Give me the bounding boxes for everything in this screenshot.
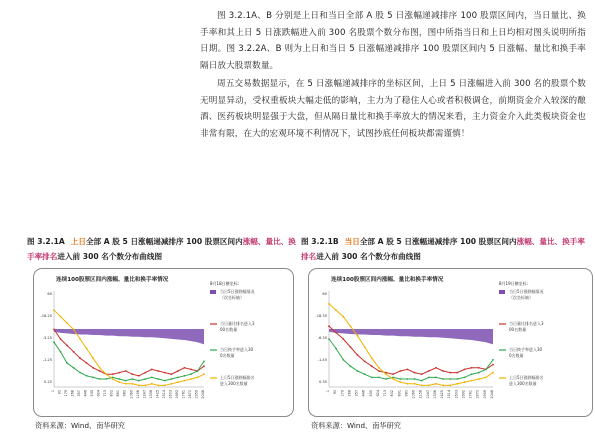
chart-a-point (73, 329, 75, 331)
chart-b-point (364, 373, 366, 375)
figure-b-chart-svg (309, 269, 592, 416)
chart-a-point (184, 375, 186, 377)
chart-a-series-area (54, 329, 204, 344)
chart-b-x-tick-label: 1781 (468, 389, 473, 399)
figure-b-caption (301, 234, 591, 264)
chart-b-point (414, 372, 416, 374)
chart-b-x-tick-label: 1603 (454, 389, 459, 399)
chart-a-point (118, 378, 120, 380)
chart-b-point (435, 383, 437, 385)
chart-b-point (328, 338, 330, 340)
chart-a-x-tick-label: 90 (57, 389, 62, 395)
chart-b-x-tick-label: 1514 (447, 389, 452, 399)
chart-b-point (428, 370, 430, 372)
chart-b-point (342, 359, 344, 361)
chart-a-point (157, 378, 159, 380)
chart-a-point (177, 381, 179, 383)
chart-a-point (131, 378, 133, 380)
chart-a-point (184, 380, 186, 382)
chart-a-point (66, 322, 68, 324)
chart-a-x-tick-label: 1959 (194, 390, 199, 399)
chart-b-x-tick-label: 2048 (490, 390, 494, 399)
chart-b-point (335, 348, 337, 350)
chart-b-x-tick-label: 1425 (440, 390, 445, 399)
chart-a-point (92, 367, 94, 369)
chart-a-point (118, 381, 120, 383)
chart-b-point (385, 373, 387, 375)
chart-b-point (392, 378, 394, 380)
chart-a-point (151, 383, 153, 385)
chart-a-x-tick-label: 1603 (168, 390, 173, 399)
chart-a-point (53, 309, 55, 311)
chart-a-point (125, 370, 127, 372)
chart-b-point (371, 377, 373, 379)
chart-b-point (357, 370, 359, 372)
chart-a-point (171, 378, 173, 380)
chart-a-point (73, 351, 75, 353)
chart-b-series-line-3 (329, 304, 493, 386)
chart-b-legend-label: 0名数量 (509, 353, 524, 358)
chart-b-point (442, 378, 444, 380)
chart-b-x-tick-label: 1692 (461, 390, 466, 399)
chart-b-x-tick-label: 90 (333, 389, 338, 395)
figure-b-caption-tail: 进入前 300 名个数分布曲线图 (316, 252, 421, 261)
body-paragraph-1: 图 3.2.1A、B 分别是上日和当日全部 A 股 5 日涨幅递减排序 100 股票区间内，当日量比、换手率和其上日 5 日涨跌幅进入前 300 名股票个数分布图，图中所指当日和上日均相对图头说明所指日期。图 3.2.2A、B 则为上日和当日 5 日涨幅递减排序 100 股票区间内 5 日涨幅、量比和换手率隔日放大股票数量。 (200, 11, 586, 71)
chart-a-point (112, 378, 114, 380)
chart-a-point (144, 372, 146, 374)
figure-a-chart-svg (34, 269, 293, 416)
chart-a-point (99, 370, 101, 372)
chart-a-x-tick-label: 802 (109, 390, 114, 397)
chart-b-point (350, 365, 352, 367)
chart-b-point (456, 383, 458, 385)
chart-b-x-tick-label: 1 (326, 390, 330, 393)
chart-a-x-tick-label: 1069 (129, 390, 134, 399)
figure-a-caption-tail: 进入前 300 名个数分布曲线图 (57, 252, 163, 261)
chart-a-point (144, 385, 146, 387)
chart-b-point (342, 338, 344, 340)
chart-b-point (435, 377, 437, 379)
chart-b-x-tick-label: 446 (361, 390, 366, 397)
chart-a-x-tick-label: 179 (64, 389, 68, 397)
chart-b-point (449, 372, 451, 374)
chart-a-x-tick-label: 446 (83, 389, 88, 397)
chart-a-x-tick-label: 1425 (155, 389, 160, 399)
chart-a-point (203, 365, 205, 367)
chart-a-point (92, 357, 94, 359)
chart-a-point (184, 367, 186, 369)
chart-b-point (350, 325, 352, 327)
chart-a-legend-label: 00名数量 (220, 327, 238, 332)
chart-b-x-tick-label: 1247 (425, 389, 430, 399)
figure-b-caption-highlight: 涨幅、量比、换手率排名 (301, 237, 585, 261)
chart-a-y-tick-label: 60 (47, 292, 52, 296)
chart-a-point (53, 341, 55, 343)
chart-a-point (66, 362, 68, 364)
chart-b-point (456, 372, 458, 374)
chart-a-point (79, 372, 81, 374)
chart-a-point (157, 385, 159, 387)
chart-a-x-tick-label: 1 (51, 390, 55, 393)
chart-a-x-tick-label: 1158 (135, 390, 140, 399)
chart-b-point (335, 332, 337, 334)
chart-b-x-tick-label: 1870 (475, 389, 480, 399)
chart-a-legend-label: （次坐标轴） (220, 295, 244, 300)
figure-a-source: 资料来源：Wind、南华研究 (35, 421, 125, 430)
chart-b-point (421, 373, 423, 375)
chart-a-legend-label: 上日5日涨跌幅排名 (220, 375, 255, 380)
chart-a-point (60, 351, 62, 353)
chart-b-y-tick-label: -1.45 (317, 358, 327, 362)
chart-b-legend-label: 00名数量 (509, 327, 527, 332)
chart-b-point (399, 370, 401, 372)
chart-b-legend-label: 当日换手率进入30 (509, 347, 543, 352)
chart-a-x-tick-label: 1870 (188, 390, 192, 399)
chart-b-point (478, 372, 480, 374)
chart-a-point (79, 357, 81, 359)
chart-a-x-tick-label: 1692 (174, 389, 179, 399)
chart-b-point (492, 372, 494, 374)
chart-b-point (428, 377, 430, 379)
chart-b-point (392, 373, 394, 375)
chart-a-point (118, 372, 120, 374)
chart-b-x-tick-label: 624 (375, 389, 380, 397)
chart-a-point (171, 383, 173, 385)
chart-b-point (371, 357, 373, 359)
chart-a-point (164, 380, 166, 382)
chart-b-legend-label: 当日量比排名进入3 (509, 321, 544, 326)
chart-b-point (421, 385, 423, 387)
chart-b-point (492, 364, 494, 366)
chart-b-y-tick-label: -18.35 (315, 314, 327, 318)
chart-b-point (464, 381, 466, 383)
chart-a-point (144, 378, 146, 380)
chart-b-point (414, 383, 416, 385)
chart-b-point (378, 370, 380, 372)
figure-b-caption-text: 全部 A 股 5 日涨幅递减排序 100 股票区间内 (359, 237, 517, 246)
chart-a-y-tick-label: -3.25 (42, 336, 52, 340)
chart-a-point (125, 380, 127, 382)
chart-b-point (464, 369, 466, 371)
chart-a-series-line-3 (54, 310, 204, 385)
chart-b-point (335, 309, 337, 311)
chart-a-legend-swatch (210, 290, 216, 294)
chart-b-point (435, 367, 437, 369)
chart-a-legend-label: 当日5日涨跌幅情况 (220, 289, 255, 294)
chart-b-x-tick-label: 713 (383, 389, 387, 397)
chart-b-point (456, 378, 458, 380)
chart-b-point (414, 378, 416, 380)
chart-a-point (138, 375, 140, 377)
chart-b-point (478, 378, 480, 380)
chart-a-point (164, 385, 166, 387)
chart-b-x-tick-label: 1336 (433, 390, 437, 399)
chart-b-x-tick-label: 980 (404, 389, 409, 397)
chart-a-legend-date: 8月18日横坐标: (210, 281, 239, 286)
chart-a-legend-label: 0名数量 (220, 353, 235, 358)
chart-a-point (131, 373, 133, 375)
chart-b-point (442, 385, 444, 387)
chart-b-point (492, 359, 494, 361)
chart-b-point (342, 316, 344, 318)
chart-a-point (151, 369, 153, 371)
chart-a-x-tick-label: 268 (70, 390, 75, 397)
chart-a-point (190, 373, 192, 375)
figure-b-number: 图 3.2.1B (301, 237, 339, 246)
chart-a-point (99, 367, 101, 369)
chart-a-x-tick-label: 1514 (161, 390, 166, 399)
chart-b-point (471, 380, 473, 382)
chart-b-x-tick-label: 179 (340, 390, 345, 397)
chart-a-point (86, 362, 88, 364)
chart-b-point (357, 335, 359, 337)
chart-a-point (131, 383, 133, 385)
chart-a-legend-label: 进入300名数量 (220, 381, 248, 386)
chart-b-point (378, 367, 380, 369)
chart-b-point (371, 365, 373, 367)
chart-a-x-tick-label: 713 (103, 390, 108, 397)
chart-b-legend-swatch (499, 290, 505, 294)
chart-b-point (485, 377, 487, 379)
chart-a-point (99, 378, 101, 380)
chart-a-title: 连续100股票区间内涨幅、量比和换手率情况 (56, 277, 169, 283)
chart-b-x-tick-label: 268 (347, 390, 352, 397)
chart-b-y-tick-label: -6.35 (317, 336, 327, 340)
chart-a-point (73, 367, 75, 369)
chart-a-x-tick-label: 624 (96, 390, 101, 397)
chart-b-legend-label: （次坐标轴） (509, 295, 533, 300)
chart-a-point (171, 373, 173, 375)
chart-b-x-tick-label: 802 (390, 390, 395, 397)
chart-b-point (407, 383, 409, 385)
chart-b-point (471, 367, 473, 369)
chart-b-point (364, 346, 366, 348)
chart-a-series-line-2 (54, 342, 204, 380)
figure-a-number: 图 3.2.1A (27, 237, 65, 246)
figure-b-caption-day: 当日 (344, 237, 360, 246)
chart-b-legend-label: 上日5日涨跌幅排名 (509, 375, 544, 380)
chart-b-point (449, 378, 451, 380)
chart-a-point (66, 345, 68, 347)
figure-b-source: 资料来源：Wind、南华研究 (311, 421, 401, 430)
chart-a-legend-label: 当日量比排名进入3 (220, 321, 255, 326)
chart-a-point (60, 338, 62, 340)
chart-b-point (378, 377, 380, 379)
chart-a-point (197, 377, 199, 379)
chart-a-point (177, 370, 179, 372)
chart-a-point (203, 361, 205, 363)
chart-a-point (138, 385, 140, 387)
chart-b-point (399, 378, 401, 380)
chart-b-legend-label: 进入300名数量 (509, 381, 537, 386)
chart-a-y-tick-label: -1.25 (42, 358, 52, 362)
figure-a-caption-day: 上日 (70, 237, 86, 246)
chart-b-point (364, 361, 366, 363)
chart-a-y-tick-label: -16.25 (40, 314, 52, 318)
chart-a-x-tick-label: 357 (77, 390, 82, 397)
chart-b-x-tick-label: 535 (368, 390, 373, 397)
chart-a-legend-label: 当日换手率进入30 (220, 347, 254, 352)
chart-b-title: 连续100股票区间内涨幅、量比和换手率情况 (331, 277, 444, 283)
chart-a-point (105, 378, 107, 380)
chart-b-point (407, 378, 409, 380)
chart-b-series-line-2 (329, 339, 493, 381)
chart-b-point (464, 377, 466, 379)
chart-b-point (385, 378, 387, 380)
chart-b-x-tick-label: 1158 (418, 390, 423, 399)
body-paragraph-2: 周五交易数据显示，在 5 日涨幅递减排序的坐标区间，上日 5 日涨幅进入前 300 名的股票个数无明显异动，受权重板块大幅走低的影响，主力为了稳住人心或者积极调仓，前期资金介入较深的酿酒、医药板块明显强于大盘，但从隔日量比和换手率放大的情况来看，主力资金介入此类板块资金也非常有限，在大的宏观环境不利情况下，试图抄底任何板块都需谨慎！ (200, 79, 586, 139)
chart-a-point (138, 380, 140, 382)
chart-a-x-tick-label: 980 (122, 389, 127, 397)
chart-a-point (203, 373, 205, 375)
chart-a-point (190, 378, 192, 380)
chart-a-point (105, 373, 107, 375)
chart-a-x-tick-label: 2048 (201, 390, 205, 399)
chart-b-x-tick-label: 1069 (411, 390, 416, 399)
chart-b-point (328, 303, 330, 305)
figure-a-caption-highlight: 涨幅、量比、换手率排名 (27, 237, 296, 261)
chart-b-point (428, 385, 430, 387)
chart-a-point (112, 373, 114, 375)
chart-b-point (449, 385, 451, 387)
chart-a-point (86, 348, 88, 350)
chart-a-point (177, 377, 179, 379)
chart-a-point (125, 383, 127, 385)
chart-b-legend-date: 8月19日横坐标: (499, 281, 528, 286)
chart-a-point (92, 377, 94, 379)
figure-a-chart (33, 268, 294, 417)
chart-b-point (421, 380, 423, 382)
chart-b-point (399, 381, 401, 383)
chart-b-point (471, 373, 473, 375)
chart-b-point (357, 354, 359, 356)
chart-a-point (157, 370, 159, 372)
chart-a-y-tick-label: 0.25 (43, 380, 52, 384)
chart-a-x-tick-label: 891 (116, 389, 121, 397)
chart-a-x-tick-label: 1247 (142, 389, 147, 399)
figure-b-chart (308, 268, 593, 417)
chart-a-x-tick-label: 1336 (148, 389, 153, 399)
chart-a-point (164, 372, 166, 374)
chart-b-point (478, 367, 480, 369)
chart-b-legend-label: 当日5日涨跌幅情况 (509, 289, 544, 294)
chart-a-point (79, 338, 81, 340)
chart-b-x-tick-label: 891 (397, 389, 402, 397)
chart-a-point (86, 375, 88, 377)
chart-a-point (53, 329, 55, 331)
chart-b-y-tick-label: 0.35 (318, 380, 327, 384)
chart-b-point (485, 369, 487, 371)
chart-b-point (407, 369, 409, 371)
chart-b-y-tick-label: 60 (322, 292, 327, 296)
chart-a-point (151, 377, 153, 379)
figure-a-caption-text: 全部 A 股 5 日涨幅递减排序 100 股票区间内 (85, 237, 243, 246)
chart-b-point (350, 346, 352, 348)
chart-b-x-tick-label: 357 (354, 389, 359, 397)
chart-a-x-tick-label: 1781 (181, 389, 186, 399)
chart-a-point (190, 369, 192, 371)
chart-a-point (60, 316, 62, 318)
chart-b-point (442, 370, 444, 372)
chart-a-point (197, 370, 199, 372)
chart-a-x-tick-label: 535 (90, 389, 95, 397)
chart-b-x-tick-label: 1959 (482, 390, 487, 399)
chart-b-point (328, 325, 330, 327)
figure-a-caption (27, 234, 297, 264)
